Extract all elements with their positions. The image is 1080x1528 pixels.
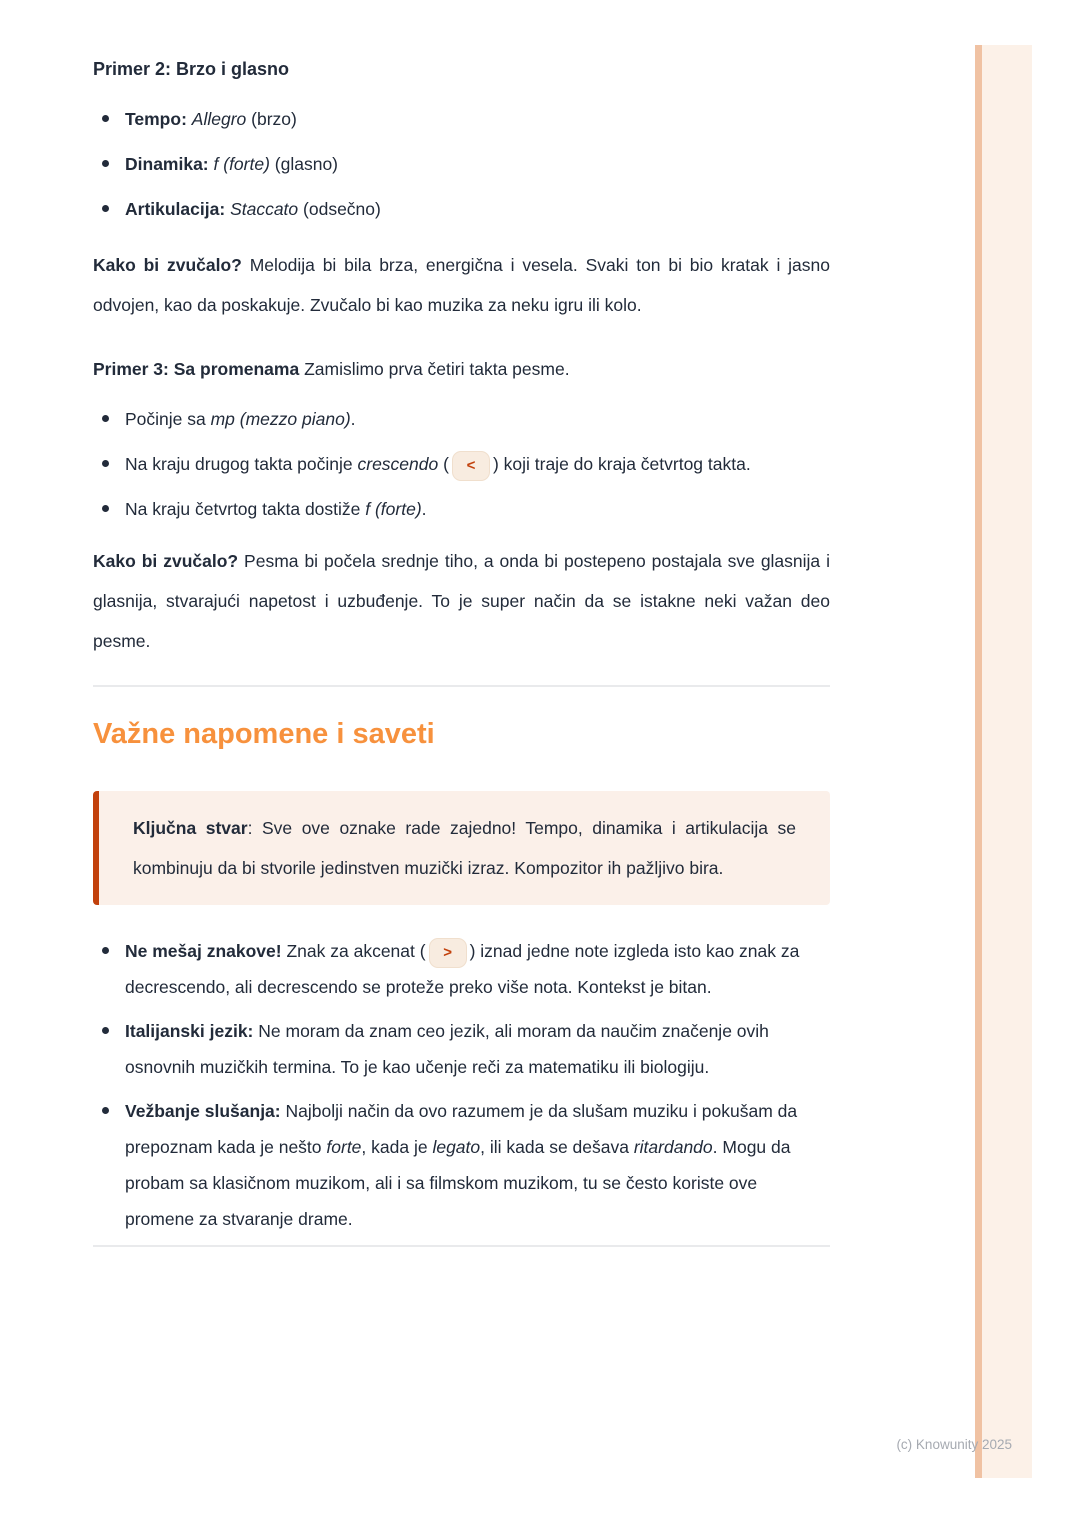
list-item: Dinamika: f (forte) (glasno) <box>93 144 830 184</box>
notes-heading: Važne napomene i saveti <box>93 718 435 750</box>
tips-list <box>93 933 830 1237</box>
list-item: Ne mešaj znakove! Znak za akcenat ( > ) iznad jedne note izgleda isto kao znak za decrescendo, ali decrescendo se proteže preko više nota. Kontekst je bitan. <box>93 933 830 1005</box>
copyright-footer: (c) Knowunity 2025 <box>896 1437 1012 1452</box>
primer3-list <box>93 399 830 529</box>
section-divider <box>93 685 830 687</box>
list-item: Tempo: Allegro (brzo) <box>93 99 830 139</box>
document-content <box>93 0 830 1247</box>
paragraph-how-it-sounds-1: Kako bi zvučalo? Melodija bi bila brza, energična i vesela. Svaki ton bi bio kratak i jasno odvojen, kao da poskakuje. Zvučalo bi kao muzika za neku igru ili kolo. <box>93 255 830 315</box>
section-divider <box>93 1245 830 1247</box>
list-item: Na kraju drugog takta počinje crescendo ( < ) koji traje do kraja četvrtog takta. <box>93 444 830 484</box>
list-item: Artikulacija: Staccato (odsečno) <box>93 189 830 229</box>
callout-text: Ključna stvar: Sve ove oznake rade zajedno! Tempo, dinamika i artikulacija se kombinuju da bi stvorile jedinstven muzički izraz. Kompozitor ih pažljivo bira. <box>133 818 797 878</box>
page-edge-stripe <box>975 45 1032 1478</box>
key-point-callout <box>93 791 830 905</box>
list-item: Počinje sa mp (mezzo piano). <box>93 399 830 439</box>
accent-symbol-badge: > <box>429 938 467 968</box>
list-item: Na kraju četvrtog takta dostiže f (forte). <box>93 489 830 529</box>
paragraph-how-it-sounds-2: Kako bi zvučalo? Pesma bi počela srednje tiho, a onda bi postepeno postajala sve glasnija i glasnija, stvarajući napetost i uzbuđenje. To je super način da se istakne neki važan deo pesme. <box>93 551 830 651</box>
list-item: Vežbanje slušanja: Najbolji način da ovo razumem je da slušam muziku i pokušam da prepoznam kada je nešto forte, kada je legato, ili kada se dešava ritardando. Mogu da probam sa klasičnom muzikom, ali i sa filmskom muzikom, tu se često koriste ove promene za stvaranje drame. <box>93 1093 830 1237</box>
list-item: Italijanski jezik: Ne moram da znam ceo jezik, ali moram da naučim značenje ovih osnovnih muzičkih termina. To je kao učenje reči za matematiku ili biologiju. <box>93 1013 830 1085</box>
crescendo-symbol-badge: < <box>452 451 490 481</box>
primer2-list <box>93 99 830 229</box>
primer3-lead: Primer 3: Sa promenama Zamislimo prva četiri takta pesme. <box>93 359 570 379</box>
primer2-heading: Primer 2: Brzo i glasno <box>93 59 290 79</box>
